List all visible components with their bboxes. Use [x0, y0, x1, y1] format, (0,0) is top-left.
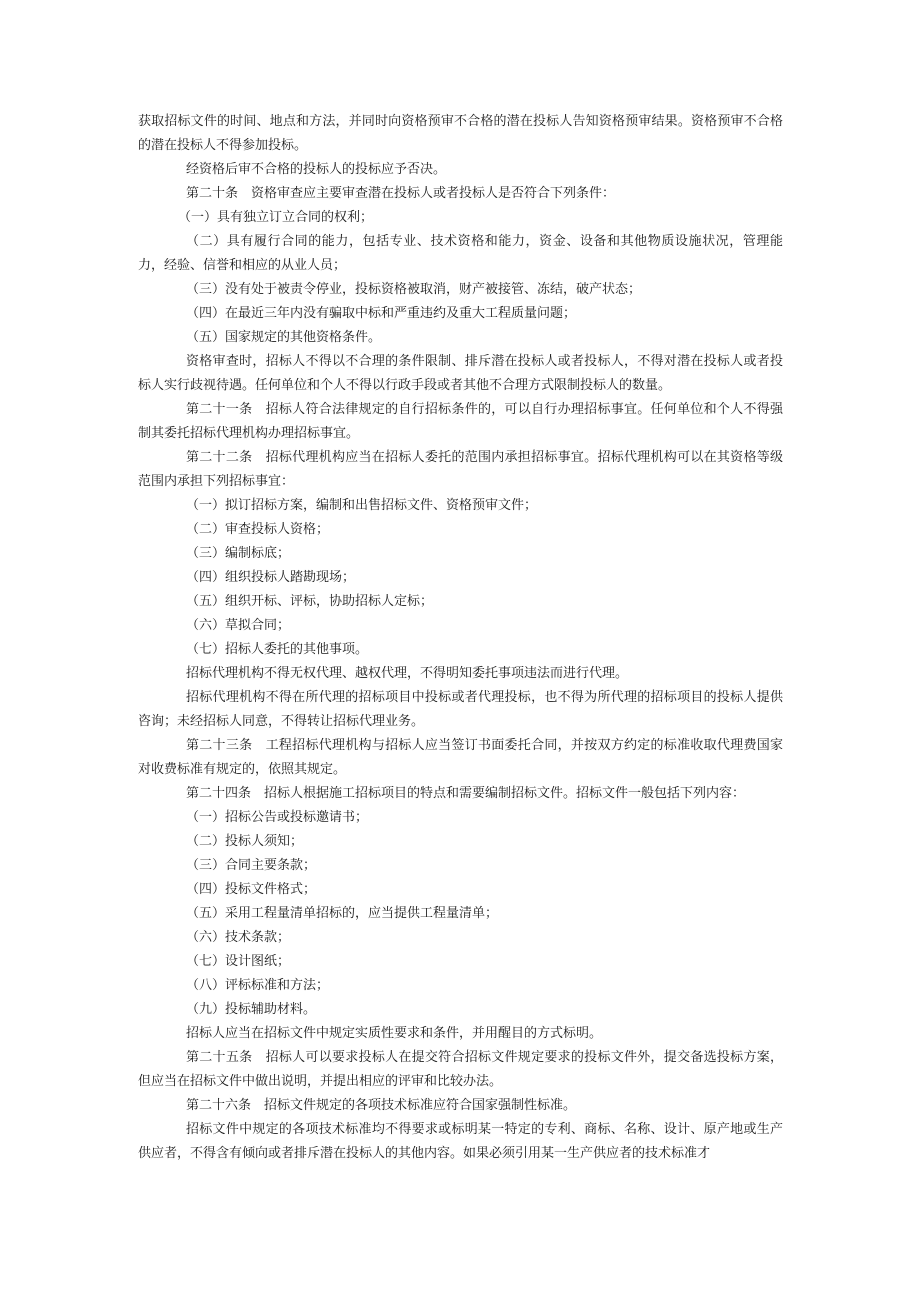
paragraph: （一）拟订招标方案，编制和出售招标文件、资格预审文件；	[186, 498, 538, 513]
paragraph: 资格审查时，招标人不得以不合理的条件限制、排斥潜在投标人或者投标人，不得对潜在投标人或者投标人实行歧视待遇。任何单位和个人不得以行政手段或者其他不合理方式限制投标人的数量。	[138, 354, 783, 393]
paragraph: （四）在最近三年内没有骗取中标和严重违约及重大工程质量问题；	[186, 306, 577, 321]
paragraph: （二）审查投标人资格；	[186, 522, 330, 537]
paragraph: （三）编制标底；	[186, 546, 291, 561]
paragraph: （一）招标公告或投标邀请书；	[186, 810, 369, 825]
paragraph: （一）具有独立订立合同的权利；	[178, 210, 374, 225]
document-body	[138, 110, 783, 1166]
paragraph: 招标代理机构不得在所代理的招标项目中投标或者代理投标，也不得为所代理的招标项目的投标人提供咨询；未经招标人同意，不得转让招标代理业务。	[138, 690, 783, 729]
paragraph: 招标文件中规定的各项技术标准均不得要求或标明某一特定的专利、商标、名称、设计、原产地或生产供应者，不得含有倾向或者排斥潜在投标人的其他内容。如果必须引用某一生产供应者的技术标准才	[138, 1122, 783, 1161]
paragraph: 第二十三条 工程招标代理机构与招标人应当签订书面委托合同，并按双方约定的标准收取代理费国家对收费标准有规定的，依照其规定。	[138, 738, 783, 777]
paragraph: （七）设计图纸；	[186, 954, 291, 969]
paragraph: 第二十六条 招标文件规定的各项技术标准应符合国家强制性标准。	[186, 1098, 577, 1113]
paragraph: （九）投标辅助材料。	[186, 1002, 317, 1017]
paragraph: （三）没有处于被责令停业，投标资格被取消，财产被接管、冻结，破产状态；	[186, 282, 642, 297]
paragraph: （八）评标标准和方法；	[186, 978, 330, 993]
paragraph: （六）技术条款；	[186, 930, 291, 945]
paragraph: 第二十四条 招标人根据施工招标项目的特点和需要编制招标文件。招标文件一般包括下列内容：	[186, 786, 746, 801]
paragraph: 经资格后审不合格的投标人的投标应予否决。	[186, 162, 447, 177]
paragraph: （二）投标人须知；	[186, 834, 304, 849]
paragraph: （五）采用工程量清单招标的，应当提供工程量清单；	[186, 906, 499, 921]
paragraph: 招标人应当在招标文件中规定实质性要求和条件，并用醒目的方式标明。	[186, 1026, 603, 1041]
paragraph: （四）投标文件格式；	[186, 882, 317, 897]
paragraph: （五）组织开标、评标，协助招标人定标；	[186, 594, 434, 609]
paragraph: 第二十五条 招标人可以要求投标人在提交符合招标文件规定要求的投标文件外，提交备选投标方案，但应当在招标文件中做出说明，并提出相应的评审和比较办法。	[138, 1050, 783, 1089]
paragraph: 第二十一条 招标人符合法律规定的自行招标条件的，可以自行办理招标事宜。任何单位和个人不得强制其委托招标代理机构办理招标事宜。	[138, 402, 783, 441]
paragraph: （四）组织投标人踏勘现场；	[186, 570, 356, 585]
paragraph: （六）草拟合同；	[186, 618, 291, 633]
paragraph: 第二十条 资格审查应主要审查潜在投标人或者投标人是否符合下列条件：	[186, 186, 616, 201]
paragraph: 第二十二条 招标代理机构应当在招标人委托的范围内承担招标事宜。招标代理机构可以在其资格等级范围内承担下列招标事宜：	[138, 450, 783, 489]
paragraph: 获取招标文件的时间、地点和方法，并同时向资格预审不合格的潜在投标人告知资格预审结果。资格预审不合格的潜在投标人不得参加投标。	[138, 114, 783, 153]
paragraph: （五）国家规定的其他资格条件。	[186, 330, 382, 345]
paragraph: （二）具有履行合同的能力，包括专业、技术资格和能力，资金、设备和其他物质设施状况，管理能力，经验、信誉和相应的从业人员；	[138, 234, 783, 273]
paragraph: 招标代理机构不得无权代理、越权代理，不得明知委托事项违法而进行代理。	[186, 666, 629, 681]
paragraph: （七）招标人委托的其他事项。	[186, 642, 369, 657]
paragraph: （三）合同主要条款；	[186, 858, 317, 873]
